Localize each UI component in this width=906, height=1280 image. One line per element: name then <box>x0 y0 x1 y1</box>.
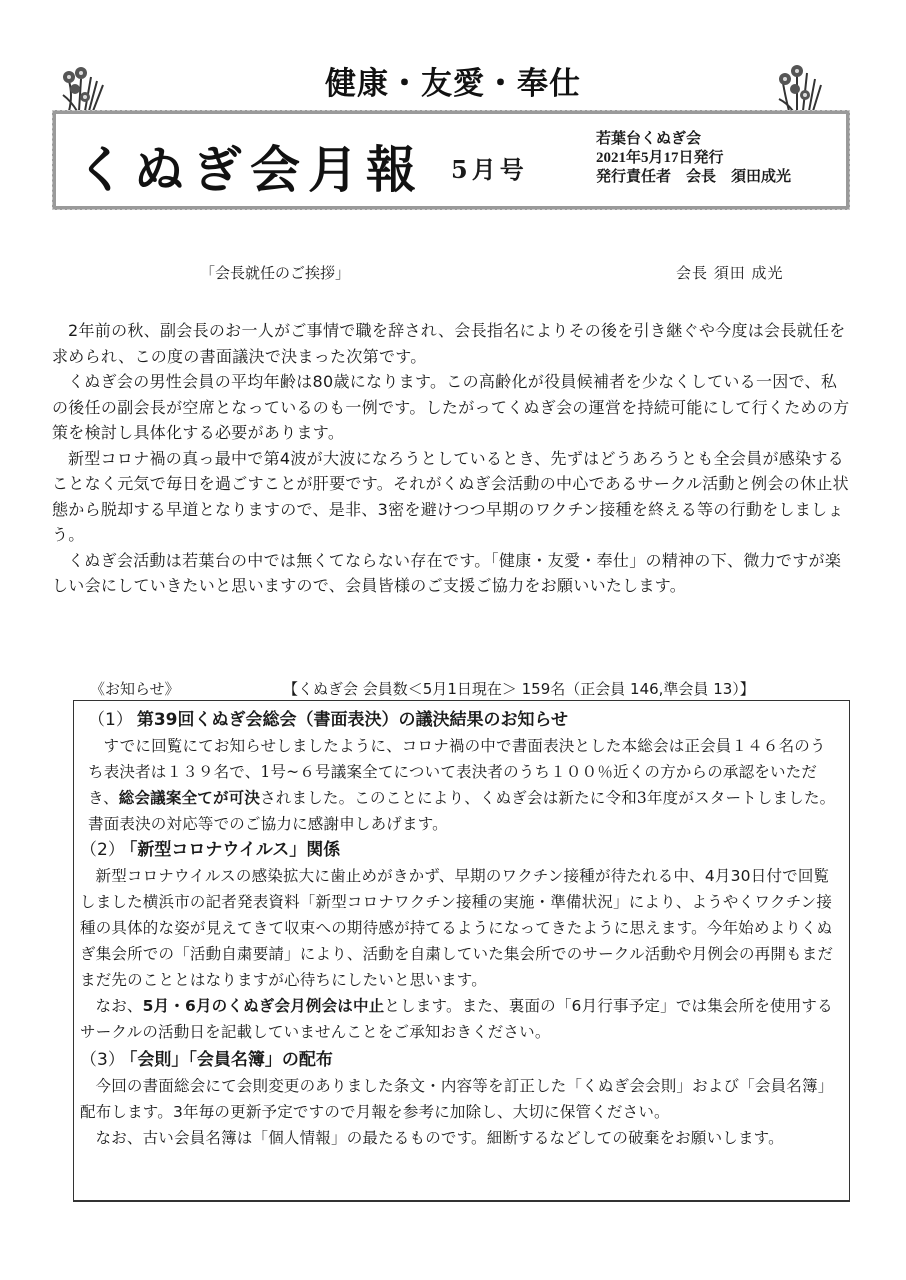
paragraph: なお、古い会員名簿は「個人情報」の最たるものです。細断するなどしての破棄をお願いします。 <box>95 1129 784 1147</box>
paragraph: 2年前の秋、副会長のお一人がご事情で職を辞され、会長指名によりその後を引き継ぐや今度は会長就任を求められ、この度の書面議決で決まった次第です。 <box>52 321 846 366</box>
section-heading <box>80 837 840 863</box>
emphasis: 総会議案全てが可決 <box>118 788 261 807</box>
notice-section-2 <box>80 837 840 1045</box>
publisher: 若葉台くぬぎ会 <box>596 131 702 147</box>
section-heading <box>88 707 840 733</box>
paragraph: くぬぎ会の男性会員の平均年齢は80歳になります。この高齢化が役員候補者を少なくしている一因で、私の後任の副会長が空席となっているのも一例です。したがってくぬぎ会の運営を持続可能にして行くための方策を検討し具体化する必要があります。 <box>52 372 850 442</box>
responsible-person: 発行責任者 会長 須田成光 <box>596 169 792 185</box>
section-title: 第39回くぬぎ会総会（書面表決）の議決結果のお知らせ <box>136 710 568 730</box>
section-body <box>88 733 840 837</box>
publication-info <box>596 130 791 187</box>
greeting-author: 会長 須田 成光 <box>676 264 784 282</box>
paragraph: 新型コロナ禍の真っ最中で第4波が大波になろうとしているとき、先ずはどうあろうとも全会員が感染することなく元気で毎日を過ごすことが肝要です。それがくぬぎ会活動の中心であるサークル活動と例会の休止状態から脱却する早道となりますので、是非、3密を避けつつ早期のワクチン接種を終える等の行動をしましょう。 <box>52 448 849 544</box>
emphasis: 5月・6月のくぬぎ会月例会は中止 <box>142 997 385 1015</box>
greeting-title: 「会長就任のご挨拶」 <box>200 264 351 282</box>
paragraph <box>80 993 840 1045</box>
text: されました。このことにより、くぬぎ会は新たに令和3年度がスタートしました。書面表決の対応等でのご協力に感謝申しあげます。 <box>88 789 836 833</box>
section-number: （1） <box>88 710 133 730</box>
section-number: （3） <box>80 1050 125 1070</box>
member-count: 【くぬぎ会 会員数＜5月1日現在＞ 159名（正会員 146,準会員 13）】 <box>283 680 755 698</box>
issue-label: 5月号 <box>451 155 528 184</box>
motto-heading: 健康・友愛・奉仕 <box>325 66 581 102</box>
section-heading <box>80 1047 840 1073</box>
text: なお、 <box>95 997 143 1015</box>
greeting-body <box>52 318 852 599</box>
notice-section-3 <box>80 1047 840 1151</box>
section-title: 「新型コロナウイルス」関係 <box>128 840 341 860</box>
paragraph: くぬぎ会活動は若葉台の中では無くてならない存在です。「健康・友愛・奉仕」の精神の下、微力ですが楽しい会にしていきたいと思いますので、会員皆様のご支援ご協力をお願いいたします。 <box>52 550 842 595</box>
notice-box <box>73 700 850 1202</box>
paragraph <box>88 733 840 837</box>
notice-label: 《お知らせ》 <box>90 680 180 698</box>
text: すでに回覧にてお知らせしましたように、コロナ禍の中で書面表決とした本総会は正会員１４６名のうち表決者は１３９名で、1号~６号議案全てについて表決者のうち１００％近くの方からの承認をいただき、 <box>88 737 826 807</box>
masthead <box>52 110 850 210</box>
newsletter-title: くぬぎ会月報 <box>76 140 424 199</box>
published-date: 2021年5月17日発行 <box>596 150 724 166</box>
text: とします。また、裏面の「6月行事予定」では集会所を使用するサークルの活動日を記載していませんことをご承知おきください。 <box>80 997 833 1041</box>
paragraph: 新型コロナウイルスの感染拡大に歯止めがきかず、早期のワクチン接種が待たれる中、4月30日付で回覧しました横浜市の記者発表資料「新型コロナワクチン接種の実施・準備状況」により、ようやくワクチン接種の具体的な姿が見えてきて収束への期待感が持てるようになってきたように思えます。今年始めよりくぬぎ集会所での「活動自粛要請」により、活動を自粛していた集会所でのサークル活動や月例会の再開もまだまだ先のこととはなりますが心待ちにしたいと思います。 <box>80 867 834 989</box>
notice-section-1 <box>88 707 840 837</box>
paragraph: 今回の書面総会にて会則変更のありました条文・内容等を訂正した「くぬぎ会会則」および「会員名簿」配布します。3年毎の更新予定ですので月報を参考に加除し、大切に保管ください。 <box>80 1077 834 1121</box>
section-number: （2） <box>80 840 125 860</box>
section-body <box>80 863 840 1045</box>
section-body <box>80 1073 840 1151</box>
section-title: 「会則」「会員名簿」の配布 <box>128 1050 333 1070</box>
